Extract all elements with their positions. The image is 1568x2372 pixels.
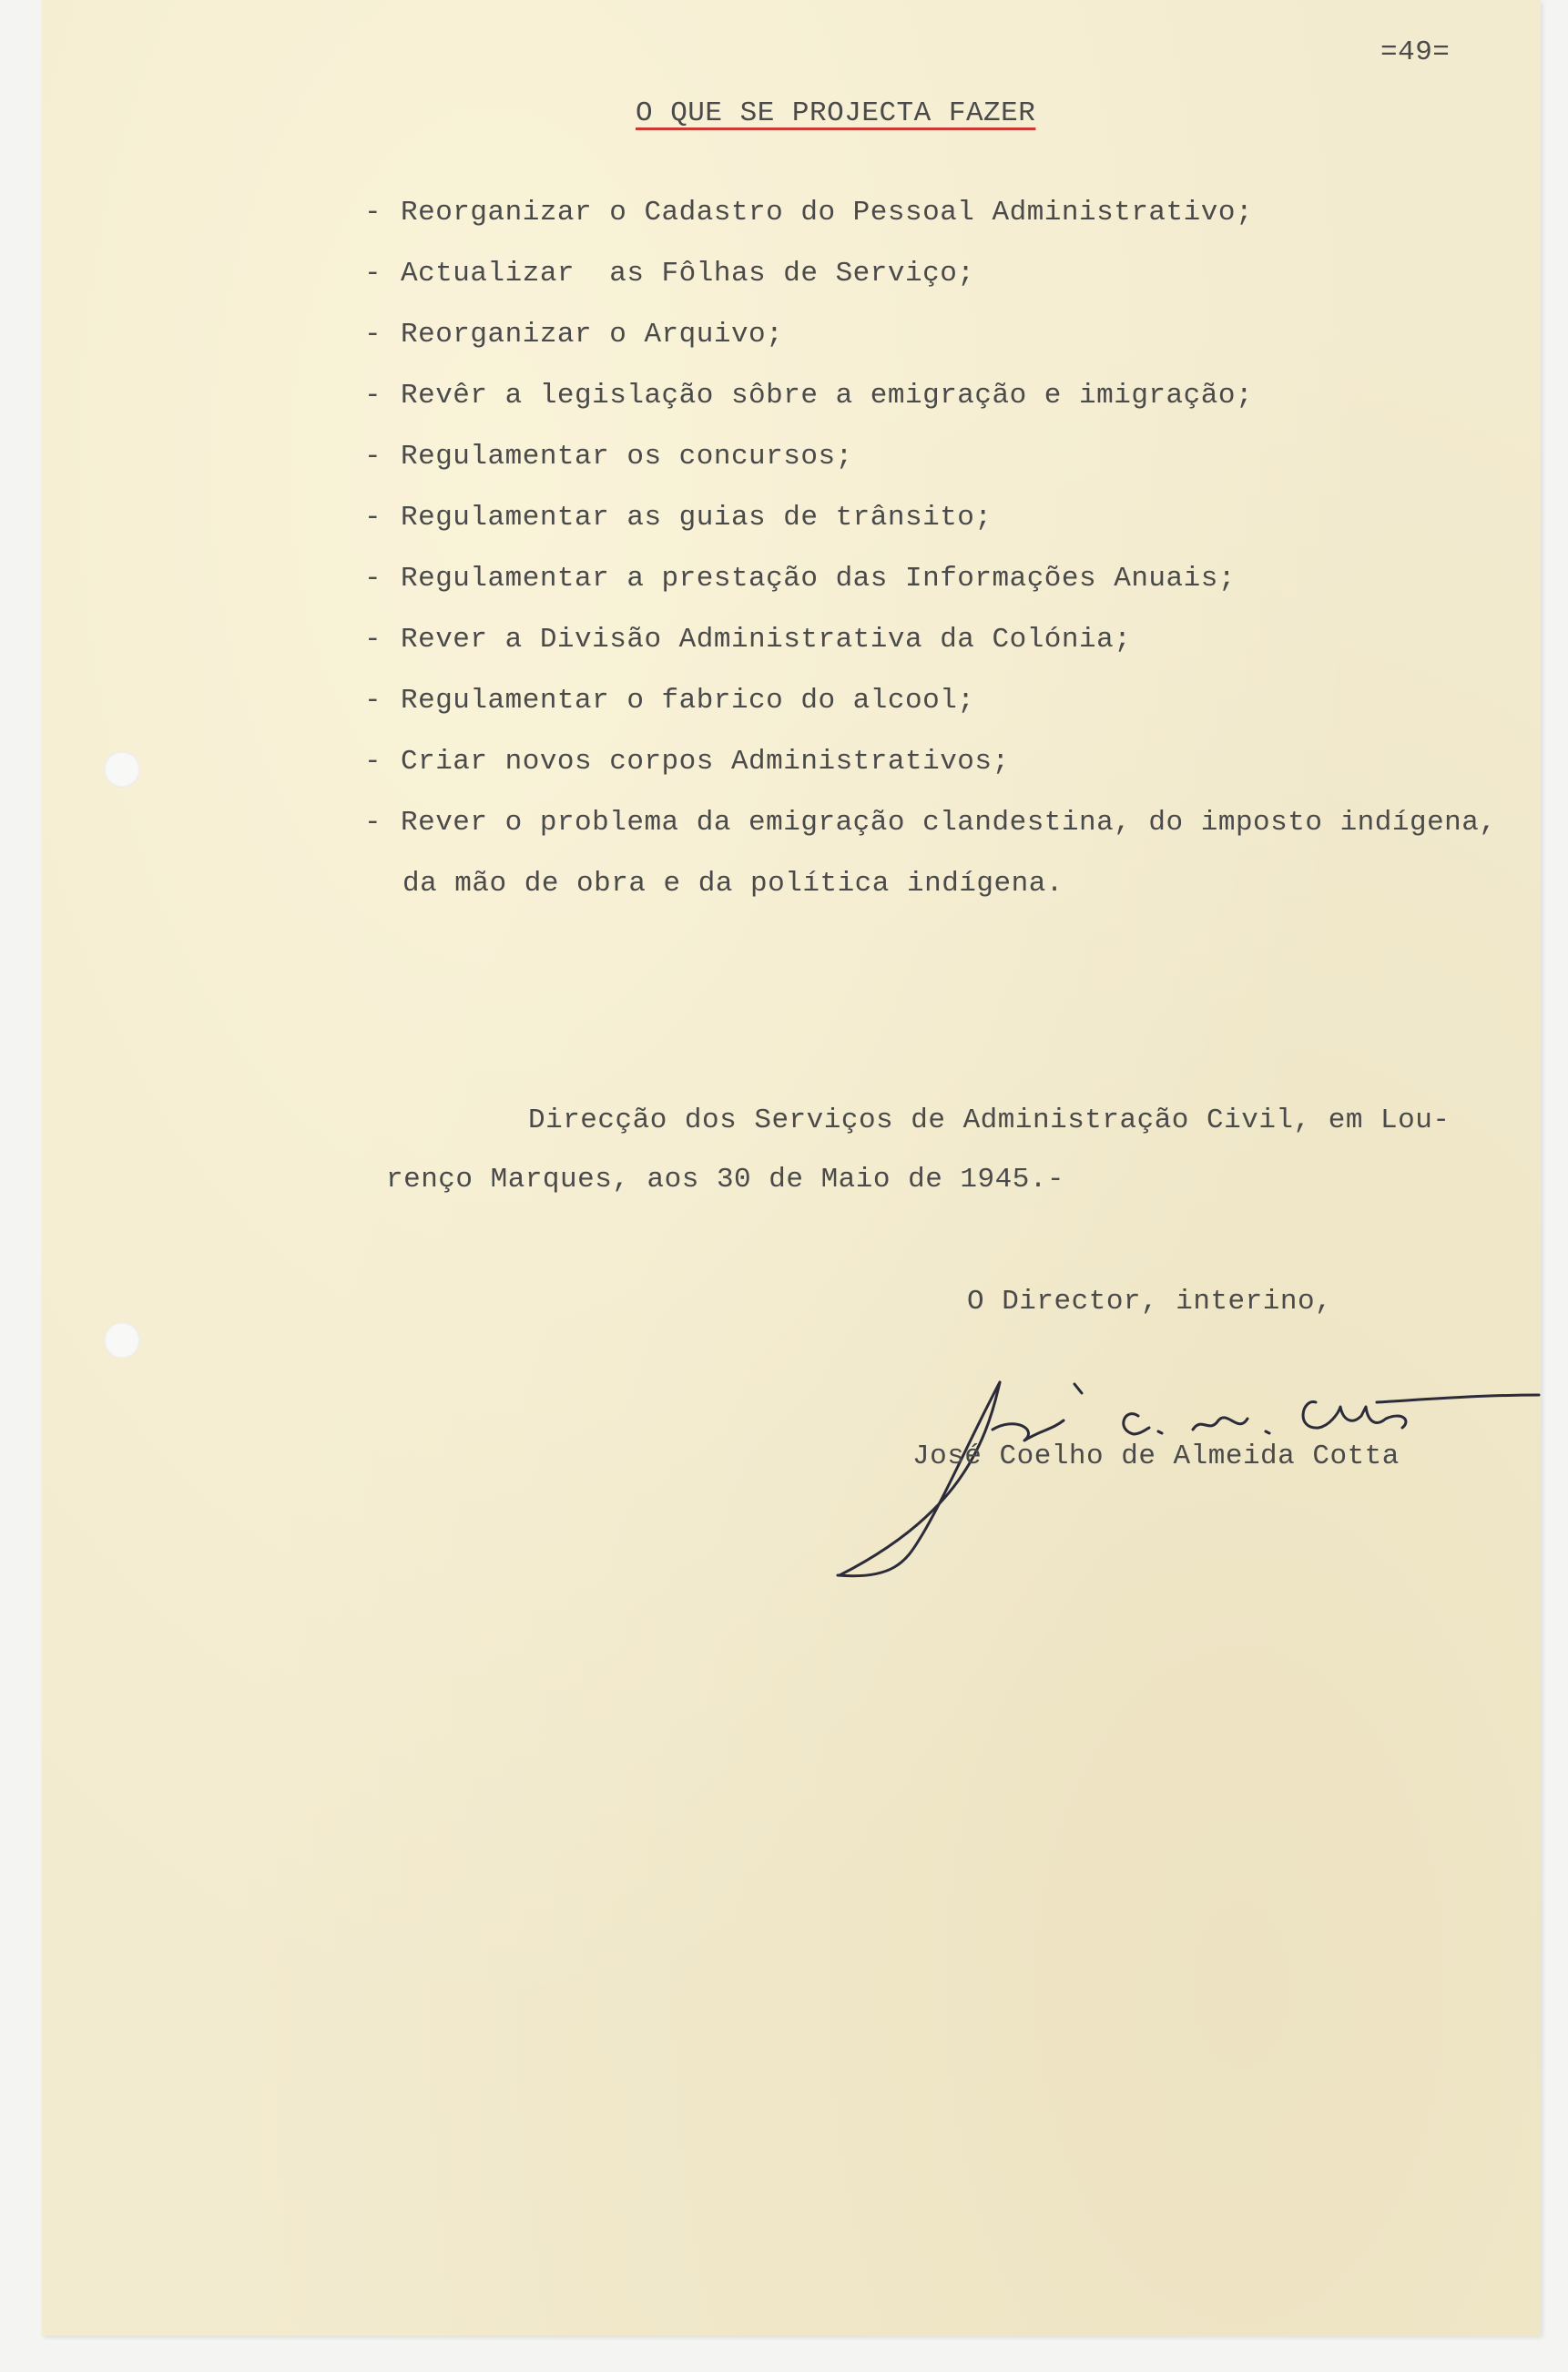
- list-item-text: Reorganizar o Cadastro do Pessoal Administrativo;: [401, 197, 1254, 229]
- list-item: [364, 243, 1497, 304]
- list-item-text: Regulamentar as guias de trânsito;: [401, 502, 993, 534]
- list-item: [364, 365, 1497, 426]
- list-item: [364, 487, 1497, 548]
- director-title: O Director, interino,: [967, 1286, 1333, 1318]
- list-dash: -: [364, 563, 382, 595]
- list-dash: -: [364, 441, 382, 473]
- project-list: [364, 182, 1497, 914]
- list-item-text: Rever a Divisão Administrativa da Colónia;: [401, 624, 1132, 656]
- list-item-text: Revêr a legislação sôbre a emigração e imigração;: [401, 380, 1254, 412]
- list-dash: -: [364, 746, 382, 778]
- list-item: [364, 548, 1497, 609]
- punch-hole-top: [104, 751, 140, 788]
- list-item-text: Regulamentar o fabrico do alcool;: [401, 685, 975, 717]
- handwritten-signature: [820, 1366, 1548, 1593]
- punch-hole-bottom: [104, 1322, 140, 1359]
- list-dash: -: [364, 380, 382, 412]
- list-dash: -: [364, 319, 382, 351]
- list-item: [364, 731, 1497, 792]
- list-dash: -: [364, 502, 382, 534]
- list-dash: -: [364, 258, 382, 290]
- list-item: [364, 670, 1497, 731]
- list-item-continuation-text: da mão de obra e da política indígena.: [402, 868, 1064, 900]
- list-dash: -: [364, 807, 382, 839]
- list-item-text: Criar novos corpos Administrativos;: [401, 746, 1010, 778]
- list-item-text: Rever o problema da emigração clandestina, do imposto indígena,: [401, 807, 1497, 839]
- document-title: O QUE SE PROJECTA FAZER: [636, 97, 1036, 129]
- list-item-continuation: [364, 853, 1497, 914]
- page-number: =49=: [1380, 36, 1451, 68]
- list-dash: -: [364, 197, 382, 229]
- list-item-text: Regulamentar os concursos;: [401, 441, 853, 473]
- list-item: [364, 792, 1497, 853]
- list-item-text: Actualizar as Fôlhas de Serviço;: [401, 258, 975, 290]
- list-item: [364, 304, 1497, 365]
- list-item: [364, 609, 1497, 670]
- list-item-text: Regulamentar a prestação das Informações Anuais;: [401, 563, 1236, 595]
- list-item: [364, 182, 1497, 243]
- list-item-text: Reorganizar o Arquivo;: [401, 319, 784, 351]
- closing-line-1: Direcção dos Serviços de Administração Civil, em Lou-: [528, 1105, 1451, 1136]
- list-dash: -: [364, 685, 382, 717]
- signer-name: José Coelho de Almeida Cotta: [912, 1441, 1400, 1472]
- closing-line-2: renço Marques, aos 30 de Maio de 1945.-: [386, 1164, 1065, 1196]
- list-dash: -: [364, 624, 382, 656]
- list-item: [364, 426, 1497, 487]
